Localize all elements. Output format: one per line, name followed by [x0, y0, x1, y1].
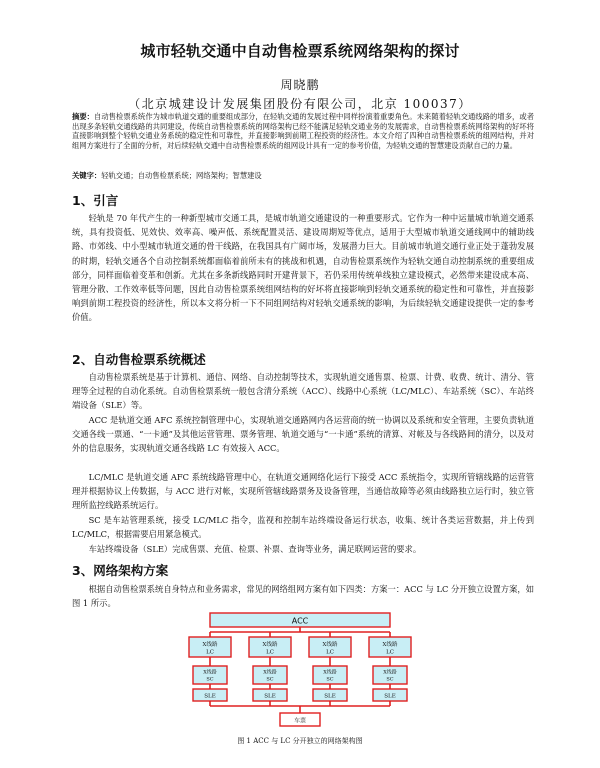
section2-paragraph-1: 自动售检票系统是基于计算机、通信、网络、自动控制等技术，实现轨道交通售票、检票、计费、收费、统计、清分、管理等全过程的自动化系统。自动售检票系统一般包含清分系统（ACC）、线路中心系统（LC/MLC）、车站系统（SC）、车站终端设备（SLE）等。: [72, 372, 534, 411]
ticket-node: [280, 713, 320, 726]
sc3-label-line2: SC: [326, 676, 334, 683]
section2-paragraph-3: LC/MLC 是轨道交通 AFC 系统线路管理中心，在轨道交通网络化运行下接受 ACC 系统指令，实现所管辖线路的运营管理并根据协议上传数据，与 ACC 进行对帐，实现所管辖线路票务及设备管理，当通信故障等必须由线路独立运行时，独立管理所监控线路系统运行。: [72, 472, 534, 511]
sc-node-1: [193, 666, 227, 684]
section1-heading: 1、引言: [72, 193, 119, 208]
lc2-label-line1: X线路: [262, 642, 278, 648]
sc1-label-line1: X线路: [203, 669, 217, 676]
author-affiliation: （北京城建设计发展集团股份有限公司，北京 100037）: [128, 97, 472, 111]
sle-node-4: [373, 689, 407, 701]
lc4-label-line2: LC: [386, 649, 394, 656]
sle4-label: SLE: [384, 693, 396, 700]
lc1-label-line1: X线路: [202, 642, 218, 648]
author-name: 周晓鹏: [280, 78, 320, 92]
sc4-label-line1: X线路: [383, 669, 397, 676]
section3-paragraph: 根据自动售检票系统自身特点和业务需求，常见的网络组网方案有如下四类：方案一：ACC 与 LC 分开独立设置方案，如图 1 所示。: [72, 584, 534, 609]
sc-node-2: [253, 666, 287, 684]
sle-node-2: [253, 689, 287, 701]
figure-connector-lines: [210, 627, 390, 713]
section3-heading: 3、网络架构方案: [72, 563, 169, 578]
figure-caption: 图 1 ACC 与 LC 分开独立的网络架构图: [237, 737, 363, 745]
sc1-label-line2: SC: [206, 676, 214, 683]
lc2-label-line2: LC: [266, 649, 274, 656]
acc-node: [210, 613, 390, 627]
sle-node-3: [313, 689, 347, 701]
sc-node-4: [373, 666, 407, 684]
sc3-label-line1: X线路: [323, 669, 337, 676]
acc-label: ACC: [291, 616, 309, 626]
sle2-label: SLE: [264, 693, 276, 700]
sle-node-1: [193, 689, 227, 701]
sle1-label: SLE: [204, 693, 216, 700]
lc1-label-line2: LC: [206, 649, 214, 656]
sle3-label: SLE: [324, 693, 336, 700]
lc-node-3: [309, 637, 351, 657]
sc2-label-line2: SC: [266, 676, 274, 683]
abstract-text: 自动售检票系统作为城市轨道交通的重要组成部分，在轻轨交通的发展过程中同样扮演着重要角色。未来随着轻轨交通线路的增多，或者出现多条轻轨交通线路的共同建设，传统自动售检票系统的网络架构已经不能满足轻轨交通业务的发展需求，自动售检票系统网络架构的好坏将直接影响到整个轻轨交通业务系统的稳定性和可靠性，并直接影响到前期工程投资的经济性。本文介绍了四种自动售检票系统的组网结构，并对组网方案进行了全面的分析，对后续轻轨交通中自动售检票系统的组网设计具有一定的参考价值，为轻轨交通的智慧建设贡献自己的力量。: [72, 112, 535, 150]
paper-title: 城市轻轨交通中自动售检票系统网络架构的探讨: [140, 42, 460, 60]
section1-paragraph: 轻轨是 70 年代产生的一种新型城市交通工具，是城市轨道交通建设的一种重要形式。它作为一种中运量城市轨道交通系统，具有投资低、见效快、效率高、噪声低、系统配置灵活、建设周期短等优点，适用于大型城市轨道交通线网中的辅助线路、市郊线、中小型城市轨道交通的骨干线路，在我国具有广阔市场，发展潜力巨大。目前城市轨道交通行业正处于蓬勃发展的时期，轻轨交通各个自动控制系统都面临着前所未有的挑战和机遇，自动售检票系统作为轻轨交通自动控制系统的重要组成部分，同样面临着变革和创新。尤其在多条新线路同时开建背景下，若仍采用传统单线独立建设模式，必然带来建设成本高、管理分散、工作效率低等问题，因此自动售检票系统组网结构的好坏将直接影响到轻轨交通系统的稳定性和可靠性，并直接影响到前期工程投资的经济性，所以本文将分析一下不同组网结构对轻轨交通系统的影响，为后续轻轨交通建设提供一定的参考价值。: [72, 213, 534, 323]
lc-node-2: [249, 637, 291, 657]
section2-paragraph-2: ACC 是轨道交通 AFC 系统控制管理中心，实现轨道交通路网内各运营商的统一协调以及系统和安全管理，主要负责轨道交通各线一票通、“一卡通”及其他运营管理、票务管理、轨道交通与“一卡通”系统的清算、对帐及与各线路间的清分，以及对外的信息服务，实现轨道交通各线路 LC 有效接入 ACC。: [72, 415, 534, 454]
lc3-label-line1: X线路: [322, 642, 338, 648]
sc4-label-line2: SC: [386, 676, 394, 683]
abstract-label: 摘要：: [72, 112, 95, 121]
network-architecture-figure: [184, 610, 416, 730]
sc2-label-line1: X线路: [263, 669, 277, 676]
abstract: [72, 112, 534, 150]
lc-node-1: [189, 637, 231, 657]
sc-node-3: [313, 666, 347, 684]
keywords: [72, 171, 534, 181]
keywords-text: 轻轨交通；自动售检票系统；网络架构；智慧建设: [101, 171, 262, 180]
section2-paragraph-5: 车站终端设备（SLE）完成售票、充值、检票、补票、查询等业务，满足联网运营的要求。: [88, 544, 422, 554]
lc3-label-line2: LC: [326, 649, 334, 656]
lc4-label-line1: X线路: [382, 642, 398, 648]
lc-node-4: [369, 637, 411, 657]
section2-heading: 2、自动售检票系统概述: [72, 352, 206, 367]
section2-paragraph-4: SC 是车站管理系统，接受 LC/MLC 指令，监视和控制车站终端设备运行状态，收集、统计各类运营数据，并上传到 LC/MLC，根据需要启用紧急模式。: [72, 515, 534, 540]
keywords-label: 关键字：: [72, 171, 102, 180]
ticket-label: 车票: [293, 717, 307, 725]
